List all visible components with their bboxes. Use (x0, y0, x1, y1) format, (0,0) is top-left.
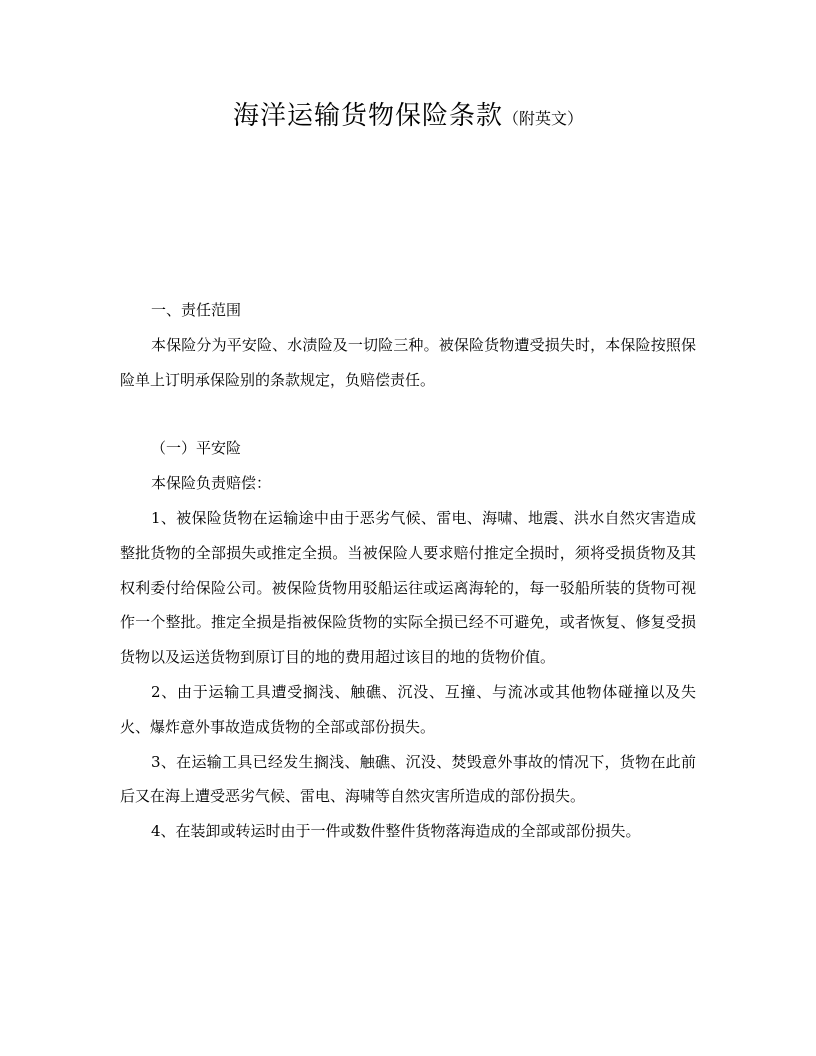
document-title (0, 96, 816, 139)
title-main: 海洋运输货物保险条款 (232, 101, 503, 131)
clause-1: 1、被保险货物在运输途中由于恶劣气候、雷电、海啸、地震、洪水自然灾害造成整批货物的全部损失或推定全损。当被保险人要求赔付推定全损时，须将受损货物及其权利委付给保险公司。被保险货物用驳船运往或运离海轮的，每一驳船所装的货物可视作一个整批。推定全损是指被保险货物的实际全损已经不可避免，或者恢复、修复受损货物以及运送货物到原订目的地的费用超过该目的地的货物价值。 (120, 508, 696, 667)
title-subtitle: （附英文） (503, 109, 584, 128)
paragraph-scope-intro: 本保险分为平安险、水渍险及一切险三种。被保险货物遭受损失时，本保险按照保险单上订明承保险别的条款规定，负赔偿责任。 (120, 335, 696, 389)
section-heading-scope: 一、责任范围 (151, 301, 242, 319)
paragraph-fpa-intro: 本保险负责赔偿： (151, 474, 272, 493)
clause-2: 2、由于运输工具遭受搁浅、触礁、沉没、互撞、与流冰或其他物体碰撞以及失火、爆炸意外事故造成货物的全部或部份损失。 (120, 682, 696, 736)
document-body (120, 293, 696, 849)
clause-3: 3、在运输工具已经发生搁浅、触礁、沉没、焚毁意外事故的情况下，货物在此前后又在海上遭受恶劣气候、雷电、海啸等自然灾害所造成的部份损失。 (120, 752, 696, 806)
subsection-heading-fpa: （一）平安险 (151, 439, 242, 458)
blank-line (120, 397, 696, 431)
clause-4: 4、在装卸或转运时由于一件或数件整件货物落海造成的全部或部份损失。 (151, 822, 641, 841)
